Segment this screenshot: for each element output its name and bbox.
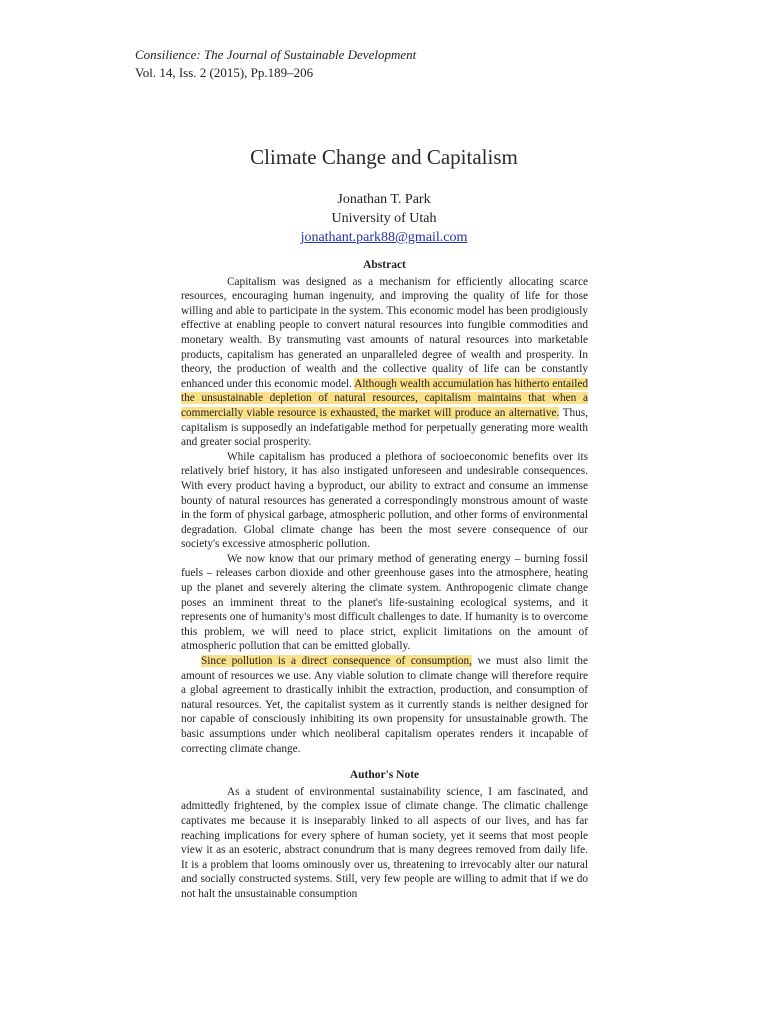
author-email-link[interactable]: jonathant.park88@gmail.com [300,230,468,245]
journal-header [135,46,416,82]
journal-name: Consilience: The Journal of Sustainable Development [135,47,417,62]
abstract-p1-text-b: Thus, capitalism is supposedly an indefatigable method for perpetually generating more wealth and greater social prosperity. [181,406,588,449]
authors-note-heading: Author's Note [349,769,420,782]
abstract-p1-text-a: Capitalism was designed as a mechanism for efficiently allocating scarce resources, encouraging human ingenuity, and improving the quality of life for those willing and able to participate in the system. This economic model has been prodigiously effective at enabling people to convert natural resources into fungible commodities and monetary wealth. By transmuting vast amounts of natural resources into marketable products, capitalism has generated an unparalleled degree of wealth and prosperity. In theory, the production of wealth and the collective quality of life can be constantly enhanced under this economic model. [181,275,588,390]
abstract-paragraph-2: While capitalism has produced a plethora of socioeconomic benefits over its relatively brief history, it has also instigated unforeseen and undesirable consequences. With every product having a byproduct, our ability to extract and consume an immense bounty of natural resources has generated a correspondingly monstrous amount of waste in the form of physical garbage, atmospheric pollution, and other forms of environmental degradation. Global climate change has been the most severe consequence of our society's excessive atmospheric pollution. [181,450,588,551]
abstract-p1-highlight: Although wealth accumulation has hitherto entailed the unsustainable depletion of natural resources, capitalism maintains that when a commercially viable resource is exhausted, the market will produce an alternative. [181,377,589,419]
abstract-paragraph-4 [181,654,588,756]
abstract-paragraph-1 [181,275,588,450]
authors-note-paragraph-1: As a student of environmental sustainability science, I am fascinated, and admittedly frightened, by the complex issue of climate change. The climatic challenge captivates me because it is inseparably linked to all aspects of our lives, and has far reaching implications for every sphere of human society, yet it seems that most people view it as an esoteric, abstract conundrum that is many degrees removed from daily life. It is a problem that looms ominously over us, threatening to irrevocably alter our natural and socially constructed systems. Still, very few people are willing to admit that if we do not halt the unsustainable consumption [181,785,588,900]
abstract-paragraph-3: We now know that our primary method of generating energy – burning fossil fuels – releases carbon dioxide and other greenhouse gases into the atmosphere, heating up the planet and severely altering the climate system. Anthropogenic climate change poses an imminent threat to the planet's life-sustaining ecological systems, and it represents one of humanity's most difficult challenges to date. If humanity is to overcome this problem, we will need to place strict, explicit limitations on the amount of atmospheric pollution that can be emitted globally. [181,552,588,653]
abstract-p4-highlight: Since pollution is a direct consequence of consumption, [201,655,472,668]
author-affiliation: University of Utah [331,211,437,226]
body-text [181,258,588,902]
author-name: Jonathan T. Park [337,192,431,207]
abstract-p4-text: we must also limit the amount of resources we use. Any viable solution to climate change will therefore require a global agreement to drastically inhibit the extraction, production, and consumption of natural resources. Yet, the capitalist system as it currently stands is neither designed for nor capable of consciously inhibiting its own propensity for unsustainable growth. The basic assumptions under which neoliberal capitalism operates renders it incapable of correcting climate change. [181,655,589,755]
journal-volume: Vol. 14, Iss. 2 (2015), Pp.189–206 [135,65,314,80]
abstract-heading: Abstract [363,259,406,271]
author-block [0,190,768,247]
paper-title: Climate Change and Capitalism [250,145,518,169]
